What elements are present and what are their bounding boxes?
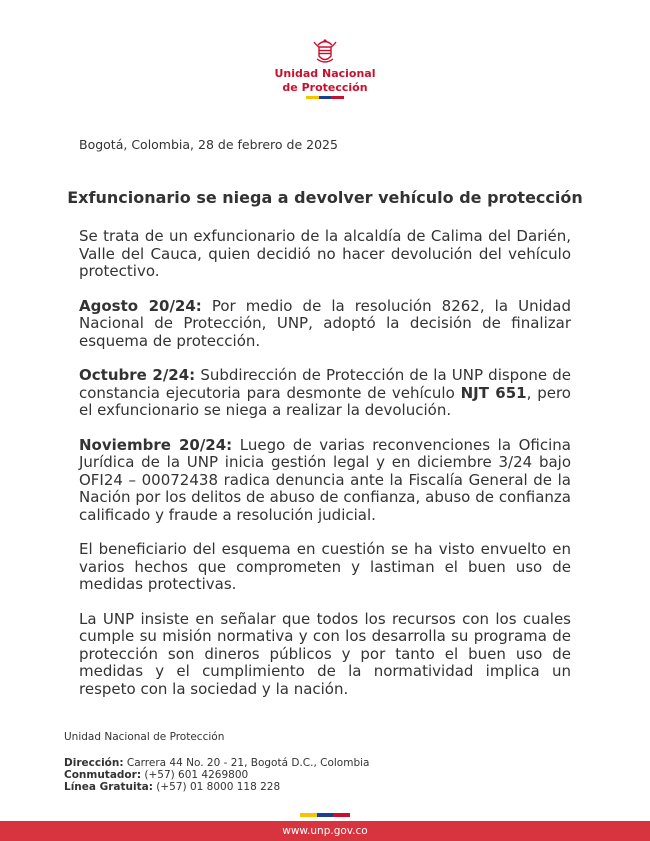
footer-flag-stripe <box>300 813 350 817</box>
press-release-body <box>79 228 571 715</box>
date-label: Agosto 20/24: <box>79 296 202 315</box>
footer-switchboard: Conmutador: (+57) 601 4269800 <box>64 769 249 781</box>
paragraph-octubre: Octubre 2/24: Subdirección de Protección de la UNP dispone de constancia ejecutoria para desmonte de vehículo NJT 651, pero el exfuncionario se niega a realizar la devolución. <box>79 366 571 419</box>
date-line: Bogotá, Colombia, 28 de febrero de 2025 <box>79 137 338 152</box>
footer-contact <box>64 731 369 793</box>
org-name-line2: de Protección <box>282 81 368 94</box>
footer-org-name: Unidad Nacional de Protección <box>64 731 225 743</box>
paragraph-beneficiario: El beneficiario del esquema en cuestión se ha visto envuelto en varios hechos que comprometen y lastiman el buen uso de medidas protectivas. <box>79 540 571 593</box>
date-label: Octubre 2/24: <box>79 366 196 384</box>
vehicle-plate: NJT 651 <box>460 383 527 402</box>
paragraph-intro: Se trata de un exfuncionario de la alcaldía de Calima del Darién, Valle del Cauca, quien decidió no hacer devolución del vehículo protectivo. <box>79 227 571 280</box>
flag-stripe <box>306 96 344 99</box>
paragraph-agosto: Agosto 20/24: Por medio de la resolución 8262, la Unidad Nacional de Protección, UNP, adoptó la decisión de finalizar esquema de protección. <box>79 296 571 350</box>
footer-hotline: Línea Gratuita: (+57) 01 8000 118 228 <box>64 781 281 793</box>
paragraph-noviembre: Noviembre 20/24: Luego de varias reconvenciones la Oficina Jurídica de la UNP inicia gestión legal y en diciembre 3/24 bajo OFI24 – 00072438 radica denuncia ante la Fiscalía General de la Nación por los delitos de abuso de confianza, abuso de confianza calificado y fraude a resolución judicial. <box>79 435 571 524</box>
paragraph-conclusion: La UNP insiste en señalar que todos los recursos con los cuales cumple su misión normativa y con los desarrolla su programa de protección son dineros públicos y por tanto el buen uso de medidas y el cumplimiento de la normatividad implica un respeto con la sociedad y la nación. <box>79 609 571 698</box>
date-label: Noviembre 20/24: <box>79 435 233 454</box>
page-title: Exfuncionario se niega a devolver vehículo de protección <box>67 188 583 207</box>
footer-band <box>0 821 650 841</box>
website-link[interactable]: www.unp.gov.co <box>282 825 368 837</box>
footer-address: Dirección: Carrera 44 No. 20 - 21, Bogotá D.C., Colombia <box>64 757 370 769</box>
org-name-line1: Unidad Nacional <box>274 67 376 80</box>
coat-of-arms-icon <box>311 36 339 66</box>
unp-logo <box>270 36 380 99</box>
